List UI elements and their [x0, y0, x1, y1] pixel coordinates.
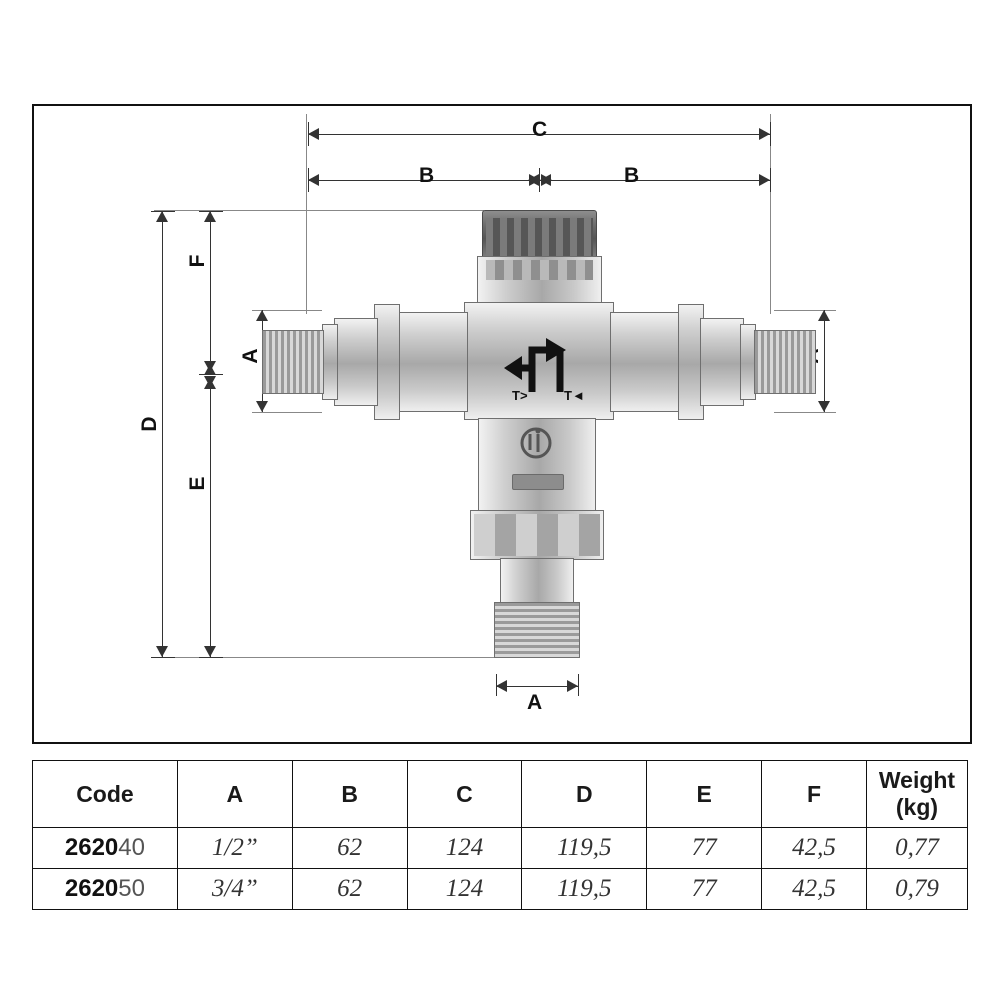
code-suffix: 50	[118, 875, 145, 902]
cell-a: 3/4”	[177, 869, 292, 910]
dim-label-c: C	[532, 118, 548, 141]
valve-left-branch	[394, 312, 468, 412]
dim-tick-a-bottom-left	[496, 674, 497, 696]
code-suffix: 40	[118, 834, 145, 861]
dim-arrow-b1-left	[308, 174, 319, 186]
table-header-row	[33, 761, 968, 828]
cell-e: 77	[647, 828, 762, 869]
dim-tick-b-right	[770, 168, 771, 192]
dim-label-b-right: B	[624, 164, 640, 187]
dim-line-f	[210, 211, 211, 371]
dim-arrow-e-bottom	[204, 646, 216, 657]
col-header-c: C	[407, 761, 522, 828]
dim-arrow-b2-left	[540, 174, 551, 186]
dim-label-d: D	[138, 416, 161, 432]
dim-tick-b-left	[308, 168, 309, 192]
valve-cap-ribs	[486, 218, 593, 256]
dim-tick-d-bottom	[151, 657, 175, 658]
dim-arrow-c-right	[759, 128, 770, 140]
cell-d: 119,5	[522, 869, 647, 910]
col-header-b: B	[292, 761, 407, 828]
dim-label-a-bottom: A	[527, 691, 543, 714]
dim-tick-fe-center	[199, 374, 223, 375]
dim-arrow-a-bottom-right	[567, 680, 578, 692]
cell-b: 62	[292, 869, 407, 910]
dim-arrow-d-top	[156, 211, 168, 222]
dim-arrow-f-top	[204, 211, 216, 222]
dim-arrow-a-left-top	[256, 310, 268, 321]
valve-hex-facets	[474, 514, 600, 556]
dim-arrow-b2-right	[759, 174, 770, 186]
cell-d: 119,5	[522, 828, 647, 869]
dim-arrow-a-right-top	[818, 310, 830, 321]
table-row	[33, 869, 968, 910]
cell-code	[33, 869, 178, 910]
col-header-d: D	[522, 761, 647, 828]
dim-center-marker-left	[528, 174, 539, 186]
dim-line-e	[210, 378, 211, 657]
dim-arrow-d-bottom	[156, 646, 168, 657]
valve-right-union-body	[700, 318, 744, 406]
valve-left-shoulder	[322, 324, 338, 400]
cell-a: 1/2”	[177, 828, 292, 869]
dim-tick-f-top	[199, 211, 223, 212]
dim-arrow-a-right-bottom	[818, 401, 830, 412]
flow-label-cold: T◄	[564, 388, 585, 403]
col-header-weight: Weight (kg)	[866, 761, 967, 828]
dim-arrow-a-bottom-left	[496, 680, 507, 692]
dim-tick-d-top	[151, 211, 175, 212]
col-header-code: Code	[33, 761, 178, 828]
table-row	[33, 828, 968, 869]
dim-label-e: E	[186, 476, 209, 491]
cell-c: 124	[407, 828, 522, 869]
ext-line-a-left-bottom	[252, 412, 322, 413]
cell-f: 42,5	[762, 828, 867, 869]
dim-arrow-c-left	[308, 128, 319, 140]
cell-f: 42,5	[762, 869, 867, 910]
dim-line-d	[162, 211, 163, 657]
valve-bottom-thread	[494, 602, 580, 658]
valve-right-branch	[610, 312, 684, 412]
dim-tick-a-bottom-right	[578, 674, 579, 696]
valve-left-thread	[262, 330, 324, 394]
dim-line-a-right	[824, 310, 825, 412]
col-header-a: A	[177, 761, 292, 828]
dim-label-f: F	[186, 254, 209, 268]
dim-tick-c-right	[770, 122, 771, 146]
valve-nameplate	[512, 474, 564, 490]
specification-table-wrap	[32, 760, 968, 910]
brand-logo-icon	[512, 426, 560, 460]
dim-tick-c-left	[308, 122, 309, 146]
flow-label-hot: T>	[512, 388, 528, 403]
code-prefix: 2620	[64, 875, 119, 902]
specification-table	[32, 760, 968, 910]
cell-weight: 0,77	[866, 828, 967, 869]
cell-e: 77	[647, 869, 762, 910]
col-header-f: F	[762, 761, 867, 828]
code-prefix: 2620	[64, 834, 119, 861]
cell-weight: 0,79	[866, 869, 967, 910]
col-header-e: E	[647, 761, 762, 828]
dim-tick-e-bottom	[199, 657, 223, 658]
dim-arrow-e-top	[204, 378, 216, 389]
dim-line-b-right	[540, 180, 770, 181]
drawing-frame	[32, 104, 972, 744]
cell-c: 124	[407, 869, 522, 910]
valve-left-union-body	[334, 318, 378, 406]
ext-line-a-right-bottom	[774, 412, 836, 413]
valve-bottom-shoulder	[500, 558, 574, 604]
dim-label-a-left: A	[239, 348, 262, 364]
dim-label-b-left: B	[419, 164, 435, 187]
dim-line-a-bottom	[496, 686, 578, 687]
dim-arrow-a-left-bottom	[256, 401, 268, 412]
valve-right-thread	[754, 330, 816, 394]
cell-code	[33, 828, 178, 869]
valve-cap-collar-slots	[486, 260, 593, 280]
ext-line-c-left	[306, 114, 307, 314]
cell-b: 62	[292, 828, 407, 869]
